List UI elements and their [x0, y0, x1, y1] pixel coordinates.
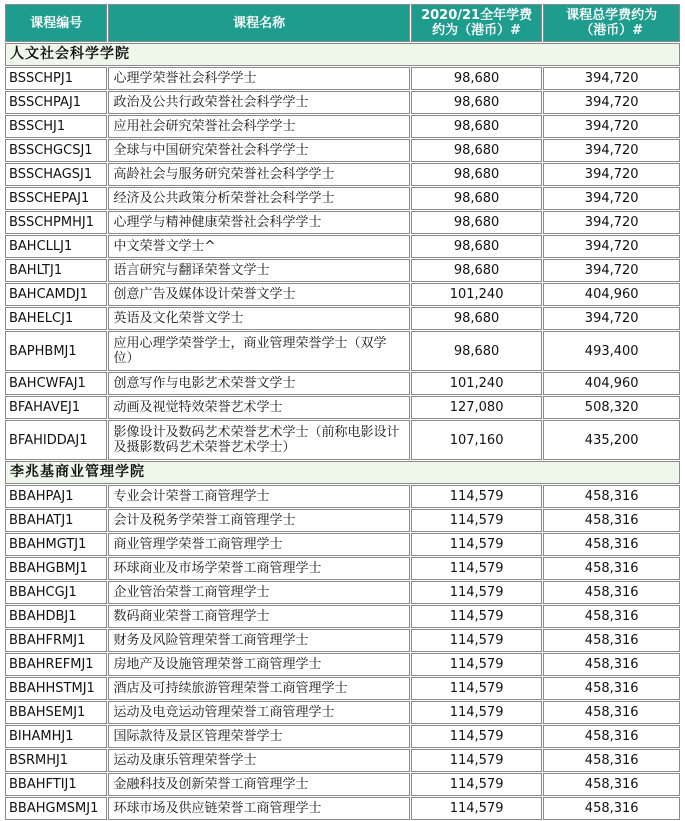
course-code-cell: BFAHAVEJ1	[5, 396, 107, 419]
table-row	[5, 701, 680, 724]
course-name-cell: 环球商业及市场学荣誉工商管理学士	[108, 557, 409, 580]
header-annual-fee-line1: 2020/21全年学费	[421, 8, 533, 23]
course-name-cell: 动画及视觉特效荣誉艺术学士	[108, 396, 409, 419]
total-fee-cell: 458,316	[543, 773, 680, 796]
annual-fee-cell: 114,579	[411, 557, 543, 580]
annual-fee-cell: 98,680	[411, 115, 543, 138]
table-row	[5, 331, 680, 371]
course-code-cell: BSSCHPJ1	[5, 67, 107, 90]
annual-fee-cell: 98,680	[411, 211, 543, 234]
course-name-cell: 应用心理学荣誉学士，商业管理荣誉学士（双学位）	[108, 331, 409, 371]
course-code-cell: BAHCAMDJ1	[5, 283, 107, 306]
course-name-cell: 经济及公共政策分析荣誉社会科学学士	[108, 187, 409, 210]
header-row	[5, 4, 680, 42]
course-code-cell: BBAHCGJ1	[5, 581, 107, 604]
course-code-cell: BFAHIDDAJ1	[5, 420, 107, 460]
annual-fee-cell: 114,579	[411, 605, 543, 628]
table-row	[5, 259, 680, 282]
course-code-cell: BBAHHSTMJ1	[5, 677, 107, 700]
annual-fee-cell: 101,240	[411, 372, 543, 395]
table-row	[5, 91, 680, 114]
header-annual-fee-line2: 约为（港币）#	[432, 23, 522, 38]
course-name-cell: 运动及电竞运动管理荣誉工商管理学士	[108, 701, 409, 724]
course-code-cell: BSSCHPMHJ1	[5, 211, 107, 234]
annual-fee-cell: 114,579	[411, 629, 543, 652]
table-row	[5, 372, 680, 395]
course-code-cell: BSSCHPAJ1	[5, 91, 107, 114]
total-fee-cell: 458,316	[543, 725, 680, 748]
annual-fee-cell: 114,579	[411, 701, 543, 724]
total-fee-cell: 458,316	[543, 509, 680, 532]
table-row	[5, 115, 680, 138]
table-row	[5, 509, 680, 532]
course-code-cell: BBAHGMSMJ1	[5, 797, 107, 820]
course-name-cell: 专业会计荣誉工商管理学士	[108, 485, 409, 508]
annual-fee-cell: 98,680	[411, 307, 543, 330]
course-name-cell: 心理学荣誉社会科学学士	[108, 67, 409, 90]
table-row	[5, 581, 680, 604]
course-name-cell: 国际款待及景区管理荣誉学士	[108, 725, 409, 748]
total-fee-cell: 394,720	[543, 163, 680, 186]
total-fee-cell: 508,320	[543, 396, 680, 419]
course-name-cell: 中文荣誉文学士^	[108, 235, 409, 258]
table-row	[5, 629, 680, 652]
course-name-cell: 语言研究与翻译荣誉文学士	[108, 259, 409, 282]
course-code-cell: BSSCHGCSJ1	[5, 139, 107, 162]
course-code-cell: BIHAMHJ1	[5, 725, 107, 748]
table-row	[5, 211, 680, 234]
total-fee-cell: 394,720	[543, 235, 680, 258]
table-row	[5, 283, 680, 306]
total-fee-cell: 435,200	[543, 420, 680, 460]
table-row	[5, 67, 680, 90]
table-row	[5, 533, 680, 556]
annual-fee-cell: 98,680	[411, 259, 543, 282]
table-row	[5, 773, 680, 796]
course-name-cell: 环球市场及供应链荣誉工商管理学士	[108, 797, 409, 820]
course-name-cell: 影像设计及数码艺术荣誉艺术学士（前称电影设计及摄影数码艺术荣誉艺术学士）	[108, 420, 409, 460]
tuition-table-container	[4, 3, 681, 821]
total-fee-cell: 394,720	[543, 259, 680, 282]
total-fee-cell: 458,316	[543, 749, 680, 772]
table-row	[5, 396, 680, 419]
total-fee-cell: 493,400	[543, 331, 680, 371]
total-fee-cell: 458,316	[543, 605, 680, 628]
total-fee-cell: 394,720	[543, 67, 680, 90]
course-code-cell: BBAHFRMJ1	[5, 629, 107, 652]
header-total-fee-line1: 课程总学费约为	[566, 8, 658, 23]
table-row	[5, 797, 680, 820]
course-code-cell: BBAHREFMJ1	[5, 653, 107, 676]
section-title: 人文社会科学学院	[5, 43, 680, 66]
total-fee-cell: 458,316	[543, 653, 680, 676]
course-name-cell: 心理学与精神健康荣誉社会科学学士	[108, 211, 409, 234]
annual-fee-cell: 114,579	[411, 725, 543, 748]
course-code-cell: BBAHPAJ1	[5, 485, 107, 508]
annual-fee-cell: 98,680	[411, 187, 543, 210]
annual-fee-cell: 98,680	[411, 91, 543, 114]
course-name-cell: 商业管理学荣誉工商管理学士	[108, 533, 409, 556]
total-fee-cell: 458,316	[543, 557, 680, 580]
course-code-cell: BSSCHEPAJ1	[5, 187, 107, 210]
total-fee-cell: 394,720	[543, 187, 680, 210]
annual-fee-cell: 114,579	[411, 485, 543, 508]
table-row	[5, 677, 680, 700]
course-code-cell: BBAHGBMJ1	[5, 557, 107, 580]
course-code-cell: BBAHDBJ1	[5, 605, 107, 628]
table-row	[5, 163, 680, 186]
annual-fee-cell: 114,579	[411, 677, 543, 700]
table-row	[5, 725, 680, 748]
annual-fee-cell: 98,680	[411, 163, 543, 186]
table-row	[5, 749, 680, 772]
total-fee-cell: 394,720	[543, 139, 680, 162]
course-name-cell: 房地产及设施管理荣誉工商管理学士	[108, 653, 409, 676]
course-name-cell: 酒店及可持续旅游管理荣誉工商管理学士	[108, 677, 409, 700]
course-code-cell: BAHLTJ1	[5, 259, 107, 282]
table-row	[5, 307, 680, 330]
header-annual-fee	[411, 4, 543, 42]
header-total-fee-line2: （港币）#	[580, 23, 644, 38]
total-fee-cell: 394,720	[543, 91, 680, 114]
annual-fee-cell: 114,579	[411, 773, 543, 796]
total-fee-cell: 458,316	[543, 581, 680, 604]
course-name-cell: 金融科技及创新荣誉工商管理学士	[108, 773, 409, 796]
course-name-cell: 高龄社会与服务研究荣誉社会科学学士	[108, 163, 409, 186]
total-fee-cell: 458,316	[543, 485, 680, 508]
course-name-cell: 运动及康乐管理荣誉学士	[108, 749, 409, 772]
annual-fee-cell: 98,680	[411, 235, 543, 258]
total-fee-cell: 458,316	[543, 677, 680, 700]
course-name-cell: 创意写作与电影艺术荣誉文学士	[108, 372, 409, 395]
section-row	[5, 461, 680, 484]
course-name-cell: 会计及税务学荣誉工商管理学士	[108, 509, 409, 532]
course-code-cell: BAHCWFAJ1	[5, 372, 107, 395]
course-code-cell: BAPHBMJ1	[5, 331, 107, 371]
table-header	[5, 4, 680, 42]
annual-fee-cell: 114,579	[411, 749, 543, 772]
section-row	[5, 43, 680, 66]
total-fee-cell: 394,720	[543, 115, 680, 138]
table-body	[5, 43, 680, 820]
annual-fee-cell: 98,680	[411, 331, 543, 371]
course-name-cell: 创意广告及媒体设计荣誉文学士	[108, 283, 409, 306]
table-row	[5, 653, 680, 676]
annual-fee-cell: 114,579	[411, 581, 543, 604]
total-fee-cell: 394,720	[543, 307, 680, 330]
tuition-table	[4, 3, 681, 821]
course-name-cell: 全球与中国研究荣誉社会科学学士	[108, 139, 409, 162]
annual-fee-cell: 114,579	[411, 653, 543, 676]
course-code-cell: BBAHSEMJ1	[5, 701, 107, 724]
course-code-cell: BSSCHAGSJ1	[5, 163, 107, 186]
course-code-cell: BBAHFTIJ1	[5, 773, 107, 796]
course-name-cell: 财务及风险管理荣誉工商管理学士	[108, 629, 409, 652]
total-fee-cell: 394,720	[543, 211, 680, 234]
annual-fee-cell: 114,579	[411, 797, 543, 820]
annual-fee-cell: 114,579	[411, 509, 543, 532]
total-fee-cell: 458,316	[543, 797, 680, 820]
course-code-cell: BBAHATJ1	[5, 509, 107, 532]
course-code-cell: BAHELCJ1	[5, 307, 107, 330]
course-code-cell: BSSCHJ1	[5, 115, 107, 138]
total-fee-cell: 458,316	[543, 533, 680, 556]
table-row	[5, 420, 680, 460]
annual-fee-cell: 98,680	[411, 139, 543, 162]
course-name-cell: 企业管治荣誉工商管理学士	[108, 581, 409, 604]
table-row	[5, 485, 680, 508]
annual-fee-cell: 127,080	[411, 396, 543, 419]
course-code-cell: BBAHMGTJ1	[5, 533, 107, 556]
total-fee-cell: 404,960	[543, 372, 680, 395]
course-name-cell: 政治及公共行政荣誉社会科学学士	[108, 91, 409, 114]
table-row	[5, 139, 680, 162]
course-code-cell: BSRMHJ1	[5, 749, 107, 772]
total-fee-cell: 404,960	[543, 283, 680, 306]
annual-fee-cell: 98,680	[411, 67, 543, 90]
table-row	[5, 557, 680, 580]
course-code-cell: BAHCLLJ1	[5, 235, 107, 258]
annual-fee-cell: 107,160	[411, 420, 543, 460]
annual-fee-cell: 101,240	[411, 283, 543, 306]
course-name-cell: 应用社会研究荣誉社会科学学士	[108, 115, 409, 138]
course-name-cell: 数码商业荣誉工商管理学士	[108, 605, 409, 628]
section-title: 李兆基商业管理学院	[5, 461, 680, 484]
annual-fee-cell: 114,579	[411, 533, 543, 556]
total-fee-cell: 458,316	[543, 701, 680, 724]
table-row	[5, 605, 680, 628]
table-row	[5, 187, 680, 210]
table-row	[5, 235, 680, 258]
header-total-fee	[543, 4, 680, 42]
header-course-code: 课程编号	[5, 4, 107, 42]
header-course-name: 课程名称	[108, 4, 409, 42]
course-name-cell: 英语及文化荣誉文学士	[108, 307, 409, 330]
total-fee-cell: 458,316	[543, 629, 680, 652]
